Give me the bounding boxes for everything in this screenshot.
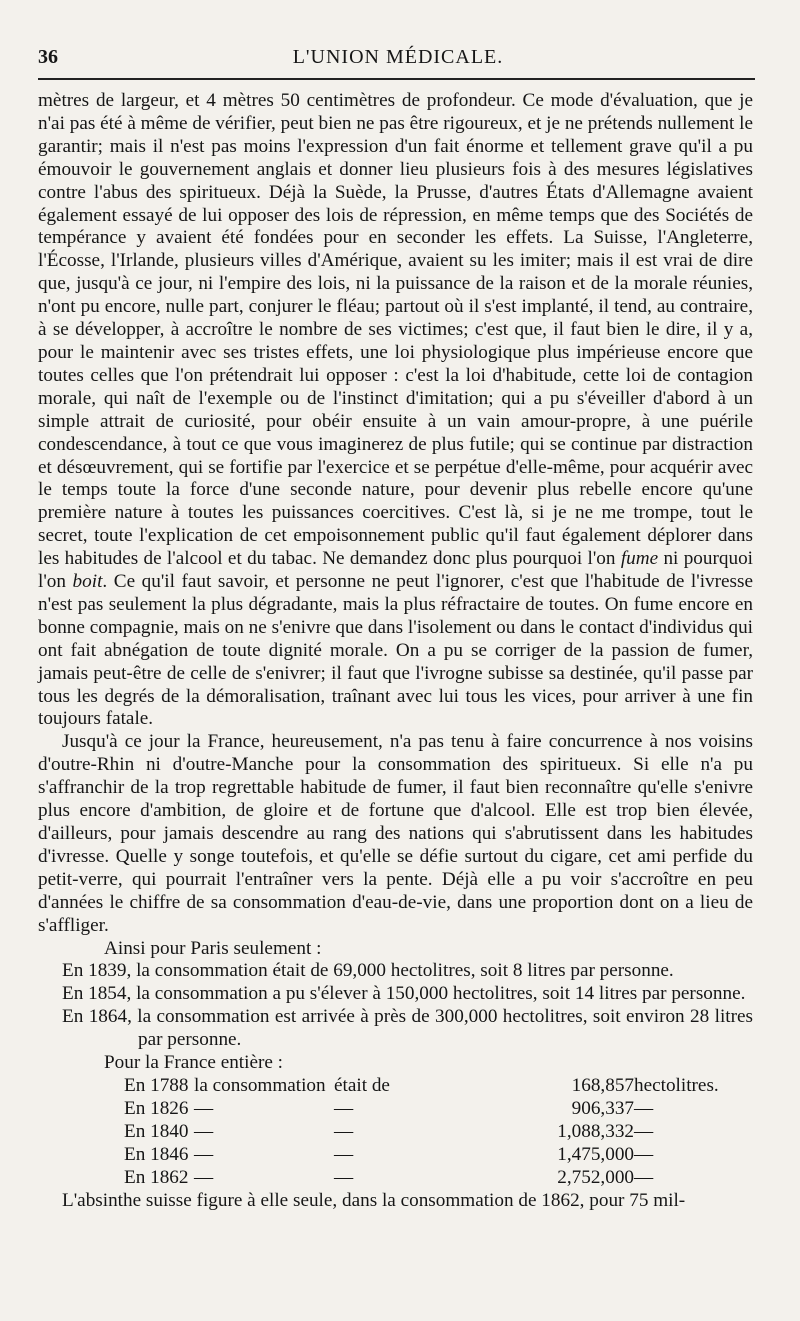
table-cell-unit: hectolitres. bbox=[634, 1074, 719, 1096]
table-row bbox=[124, 1121, 719, 1144]
table-cell-unit: — bbox=[634, 1166, 654, 1188]
header-rule bbox=[38, 78, 755, 80]
table-cell-unit: — bbox=[634, 1143, 654, 1165]
table-cell-c0: En 1788 bbox=[124, 1074, 189, 1096]
body-text bbox=[38, 90, 753, 1212]
table-row bbox=[124, 1098, 719, 1121]
paris-1864: En 1864, la consommation est arrivée à près de 300,000 hectolitres, soit environ 28 litres par personne. bbox=[62, 1006, 753, 1051]
table-cell-c1: — bbox=[194, 1097, 214, 1119]
page-header bbox=[38, 40, 758, 80]
running-title: L'UNION MÉDICALE. bbox=[292, 46, 504, 68]
table-cell-c1: — bbox=[194, 1120, 214, 1142]
table-cell-c1: — bbox=[194, 1143, 214, 1165]
table-cell-c2: — bbox=[334, 1120, 354, 1142]
table-cell-value: 1,088,332 bbox=[557, 1120, 634, 1142]
paris-intro: Ainsi pour Paris seulement : bbox=[104, 937, 322, 959]
table-cell-c1: — bbox=[194, 1166, 214, 1188]
france-intro: Pour la France entière : bbox=[104, 1052, 284, 1074]
table-cell-value: 1,475,000 bbox=[557, 1143, 634, 1165]
italic-boit: boit bbox=[72, 571, 103, 593]
paris-1854: En 1854, la consommation a pu s'élever à 150,000 hectolitres, soit 14 litres par personne. bbox=[62, 983, 746, 1005]
table-cell-c0: En 1862 bbox=[124, 1166, 189, 1188]
table-cell-value: 906,337 bbox=[571, 1097, 634, 1119]
paragraph-1-end: . Ce qu'il faut savoir, et personne ne peut l'ignorer, c'est que l'habitude de l'ivresse n'est pas seulement la plus dégradante, mais la plus réfractaire de toutes. On fume encore en bonne compagnie, mais on ne s'enivre que dans l'isolement ou dans le contact d'individus qui ont fait abnégation de toute dignité morale. On a pu se corriger de la passion de fumer, jamais peut-être de celle de s'enivrer; il faut que l'ivrogne subisse sa destinée, qu'il passe par tous les degrés de la démoralisation, traînant avec lui tous les vices, pour arriver à une fin toujours fatale. bbox=[38, 571, 753, 730]
table-cell-c0: En 1846 bbox=[124, 1143, 189, 1165]
table-cell-unit: — bbox=[634, 1120, 654, 1142]
table-row bbox=[124, 1075, 719, 1098]
table-row bbox=[124, 1167, 719, 1190]
table-row bbox=[124, 1144, 719, 1167]
table-cell-c2: était de bbox=[334, 1074, 390, 1096]
table-cell-value: 2,752,000 bbox=[557, 1166, 634, 1188]
table-cell-c2: — bbox=[334, 1097, 354, 1119]
table-cell-unit: — bbox=[634, 1097, 654, 1119]
italic-fume: fume bbox=[620, 548, 659, 570]
france-consumption-table bbox=[124, 1075, 719, 1190]
table-cell-c0: En 1840 bbox=[124, 1120, 189, 1142]
closing-line: L'absinthe suisse figure à elle seule, dans la consommation de 1862, pour 75 mil- bbox=[62, 1189, 686, 1211]
table-cell-c2: — bbox=[334, 1143, 354, 1165]
paragraph-1-text: mètres de largeur, et 4 mètres 50 centimètres de profondeur. Ce mode d'évaluation, que je n'ai pas été à même de vérifier, peut bien ne pas être rigoureux, et je ne prétends nullement le garantir; mais il n'est pas moins l'expression d'un fait énorme et tellement grave qu'il a pu émouvoir le gouvernement anglais et donner lieu plusieurs fois à des mesures législatives contre l'abus des spiritueux. Déjà la Suède, la Prusse, d'autres États d'Allemagne avaient également essayé de lui opposer des lois de répression, en même temps que des Sociétés de tempérance y avaient été fondées pour en seconder les effets. La Suisse, l'Angleterre, l'Écosse, l'Irlande, plusieurs villes d'Amérique, avaient su les imiter; mais il est vrai de dire que, jusqu'à ce jour, ni l'empire des lois, ni la puissance de la raison et de la morale réunies, n'ont pu encore, nulle part, conjurer le fléau; partout où il s'est implanté, il tend, au contraire, à se développer, à accroître le nombre de ses victimes; c'est que, il faut bien le dire, il y a, pour le maintenir avec ses tristes effets, une loi physiologique plus impérieuse encore que toutes celles que l'on prétendrait lui opposer : c'est la loi d'habitude, cette loi de contagion morale, qui naît de l'exemple ou de l'instinct d'imitation; qui a pu s'éveiller d'abord à un simple attrait de curiosité, pour obéir ensuite à un vain amour-propre, à une puérile condescendance, à tout ce que vous imaginerez de plus futile; qui se continue par distraction et désœuvrement, qui se fortifie par l'exercice et se perpétue d'elle-même, pour acquérir avec le temps toute la force d'une seconde nature, pour devenir plus rebelle encore qu'une première nature à toutes les puissances coercitives. C'est là, si je ne me trompe, tout le secret, toute l'explication de cet empoisonnement public qu'il faut également déplorer dans les habitudes de l'alcool et du tabac. Ne demandez donc plus pourquoi l'on bbox=[38, 90, 753, 570]
paris-1839: En 1839, la consommation était de 69,000 hectolitres, soit 8 litres par personne. bbox=[62, 960, 674, 982]
paragraph-1-mid: ni pourquoi l'on bbox=[38, 548, 753, 593]
table-cell-c2: — bbox=[334, 1166, 354, 1188]
paragraph-2: Jusqu'à ce jour la France, heureusement, n'a pas tenu à faire concurrence à nos voisins d'outre-Rhin ni d'outre-Manche pour la consommation des spiritueux. Si elle n'a pu s'affranchir de la trop regrettable habitude de fumer, il faut bien reconnaître qu'elle s'enivre plus encore d'ambition, de gloire et de fortune que d'alcool. Elle est trop bien élevée, d'ailleurs, pour jamais descendre au rang des nations qui s'abrutissent dans les habitudes d'ivresse. Quelle y songe toutefois, et qu'elle se défie surtout du cigare, cet ami perfide du petit-verre, qui pourrait l'entraîner vers la pente. Déjà elle a pu voir s'accroître en peu d'années le chiffre de sa consommation d'eau-de-vie, dans une proportion dont on a lieu de s'affliger. bbox=[38, 731, 753, 936]
paragraph-1 bbox=[38, 90, 753, 731]
page-number: 36 bbox=[38, 46, 58, 68]
table-cell-c0: En 1826 bbox=[124, 1097, 189, 1119]
table-cell-value: 168,857 bbox=[571, 1074, 634, 1096]
table-cell-c1: la consommation bbox=[194, 1074, 326, 1096]
